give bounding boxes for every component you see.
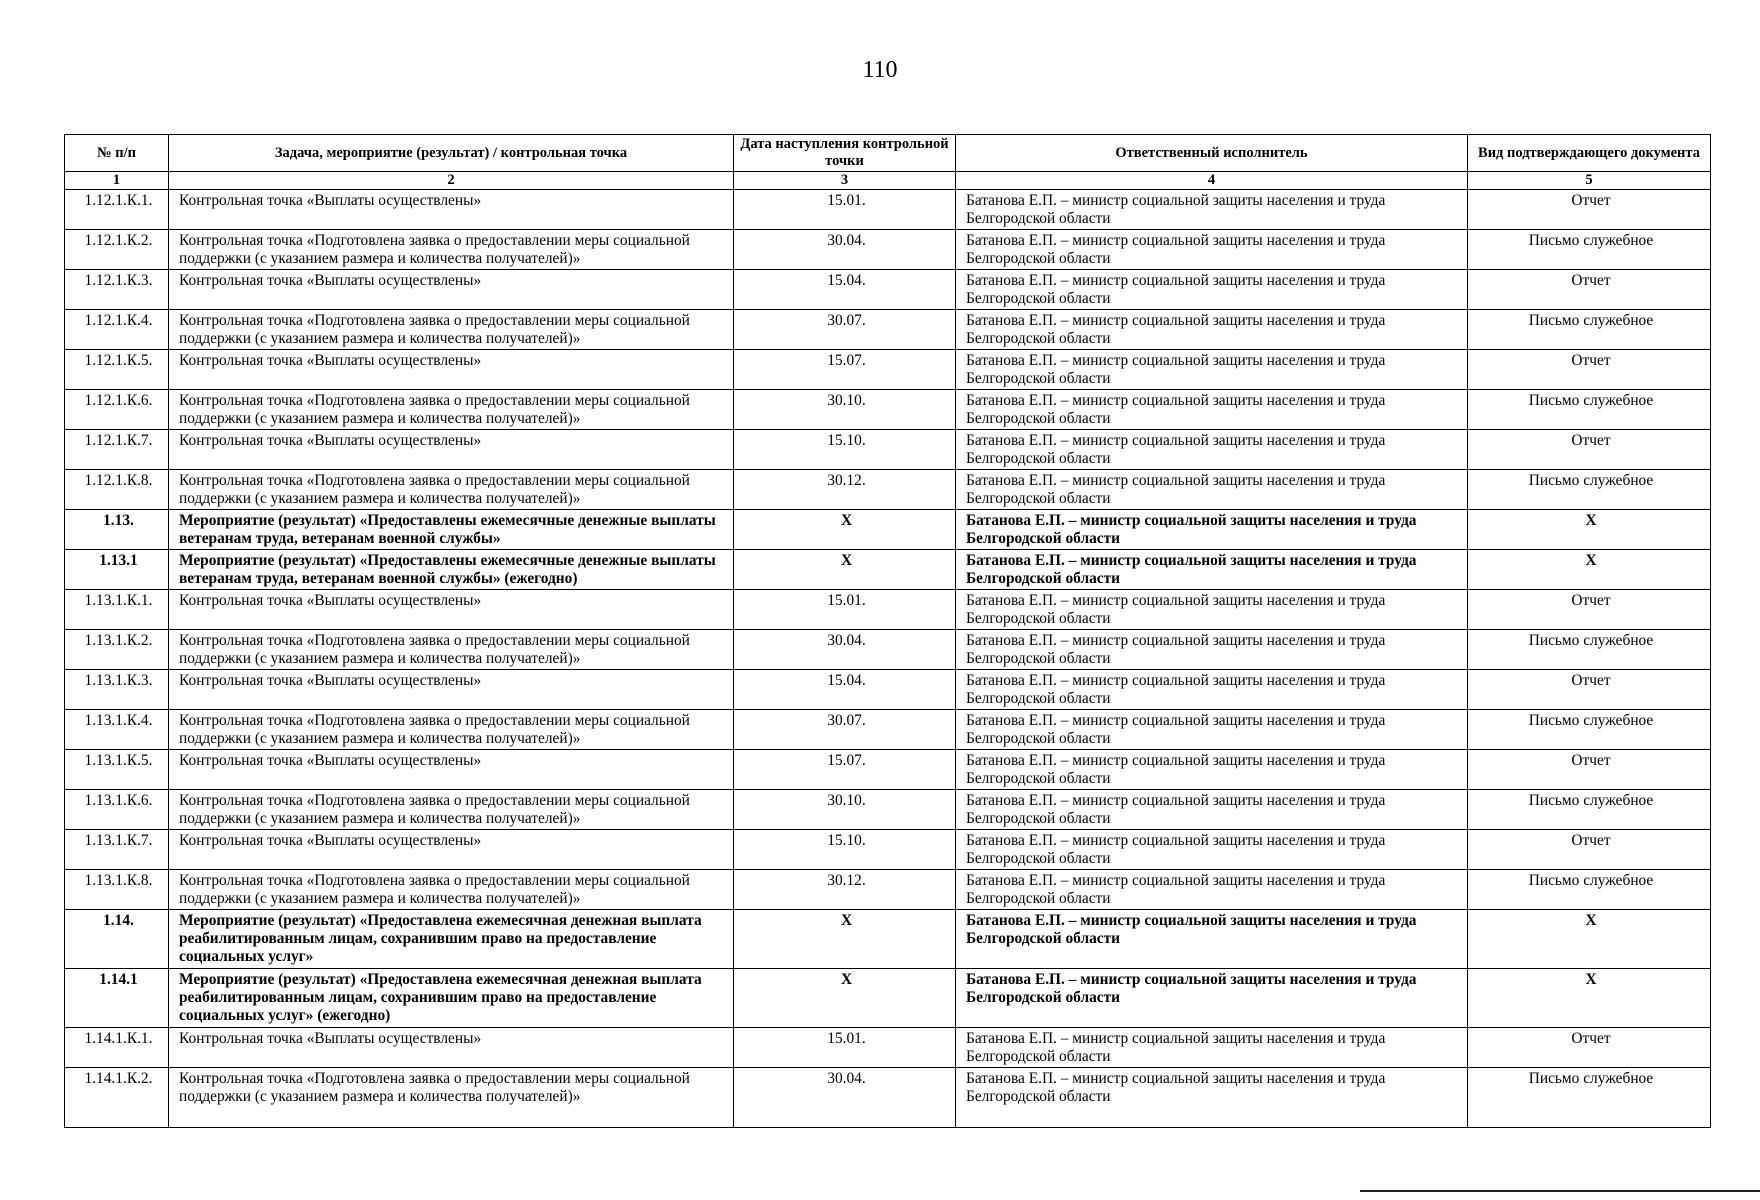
row-document-type: Письмо служебное — [1468, 310, 1711, 350]
row-task: Контрольная точка «Выплаты осуществлены» — [169, 350, 734, 390]
table-header — [65, 135, 1711, 190]
row-date: Х — [734, 910, 956, 969]
row-date: 30.10. — [734, 790, 956, 830]
row-task: Контрольная точка «Выплаты осуществлены» — [169, 270, 734, 310]
row-date: 15.01. — [734, 590, 956, 630]
row-document-type: Х — [1468, 969, 1711, 1028]
row-document-type: Отчет — [1468, 750, 1711, 790]
column-numbers-row — [65, 172, 1711, 190]
row-number: 1.13. — [65, 510, 169, 550]
table-row — [65, 590, 1711, 630]
row-document-type: Письмо служебное — [1468, 710, 1711, 750]
row-document-type: Письмо служебное — [1468, 790, 1711, 830]
row-task: Контрольная точка «Выплаты осуществлены» — [169, 1028, 734, 1068]
table-row — [65, 550, 1711, 590]
row-date: 15.01. — [734, 1028, 956, 1068]
row-task: Мероприятие (результат) «Предоставлена ежемесячная денежная выплата реабилитированным лицам, сохранившим право на предоставление социальных услуг» — [169, 910, 734, 969]
row-date: 30.07. — [734, 310, 956, 350]
table-row — [65, 1068, 1711, 1128]
row-task: Контрольная точка «Подготовлена заявка о предоставлении меры социальной поддержки (с указанием размера и количества получателей)» — [169, 1068, 734, 1128]
row-responsible: Батанова Е.П. – министр социальной защиты населения и труда Белгородской области — [956, 750, 1468, 790]
header-number: № п/п — [65, 135, 169, 172]
row-task: Мероприятие (результат) «Предоставлена ежемесячная денежная выплата реабилитированным лицам, сохранившим право на предоставление социальных услуг» (ежегодно) — [169, 969, 734, 1028]
row-task: Контрольная точка «Выплаты осуществлены» — [169, 750, 734, 790]
row-number: 1.12.1.К.5. — [65, 350, 169, 390]
row-date: Х — [734, 510, 956, 550]
row-document-type: Х — [1468, 510, 1711, 550]
header-responsible: Ответственный исполнитель — [956, 135, 1468, 172]
table-row — [65, 430, 1711, 470]
row-date: 30.04. — [734, 1068, 956, 1128]
row-number: 1.12.1.К.1. — [65, 190, 169, 230]
row-document-type: Отчет — [1468, 350, 1711, 390]
table-row — [65, 310, 1711, 350]
table-row — [65, 510, 1711, 550]
row-task: Контрольная точка «Выплаты осуществлены» — [169, 590, 734, 630]
header-row — [65, 135, 1711, 172]
column-number: 5 — [1468, 172, 1711, 190]
table-row — [65, 870, 1711, 910]
table-row — [65, 470, 1711, 510]
header-task: Задача, мероприятие (результат) / контрольная точка — [169, 135, 734, 172]
row-task: Контрольная точка «Подготовлена заявка о предоставлении меры социальной поддержки (с указанием размера и количества получателей)» — [169, 470, 734, 510]
table-row — [65, 910, 1711, 969]
row-responsible: Батанова Е.П. – министр социальной защиты населения и труда Белгородской области — [956, 430, 1468, 470]
row-responsible: Батанова Е.П. – министр социальной защиты населения и труда Белгородской области — [956, 390, 1468, 430]
row-number: 1.13.1.К.8. — [65, 870, 169, 910]
column-number: 2 — [169, 172, 734, 190]
row-number: 1.14.1 — [65, 969, 169, 1028]
row-number: 1.14.1.К.2. — [65, 1068, 169, 1128]
row-responsible: Батанова Е.П. – министр социальной защиты населения и труда Белгородской области — [956, 1068, 1468, 1128]
table-row — [65, 630, 1711, 670]
row-task: Контрольная точка «Выплаты осуществлены» — [169, 830, 734, 870]
row-responsible: Батанова Е.П. – министр социальной защиты населения и труда Белгородской области — [956, 870, 1468, 910]
table-row — [65, 230, 1711, 270]
row-responsible: Батанова Е.П. – министр социальной защиты населения и труда Белгородской области — [956, 470, 1468, 510]
table-row — [65, 270, 1711, 310]
row-responsible: Батанова Е.П. – министр социальной защиты населения и труда Белгородской области — [956, 550, 1468, 590]
row-responsible: Батанова Е.П. – министр социальной защиты населения и труда Белгородской области — [956, 969, 1468, 1028]
table-row — [65, 830, 1711, 870]
row-number: 1.12.1.К.8. — [65, 470, 169, 510]
row-number: 1.13.1.К.3. — [65, 670, 169, 710]
row-task: Контрольная точка «Подготовлена заявка о предоставлении меры социальной поддержки (с указанием размера и количества получателей)» — [169, 310, 734, 350]
row-number: 1.13.1 — [65, 550, 169, 590]
table-row — [65, 190, 1711, 230]
row-number: 1.12.1.К.3. — [65, 270, 169, 310]
row-document-type: Письмо служебное — [1468, 630, 1711, 670]
table-row — [65, 750, 1711, 790]
row-date: 15.04. — [734, 670, 956, 710]
row-task: Контрольная точка «Подготовлена заявка о предоставлении меры социальной поддержки (с указанием размера и количества получателей)» — [169, 230, 734, 270]
row-responsible: Батанова Е.П. – министр социальной защиты населения и труда Белгородской области — [956, 830, 1468, 870]
row-date: 15.04. — [734, 270, 956, 310]
row-number: 1.13.1.К.5. — [65, 750, 169, 790]
header-document: Вид подтверждающего документа — [1468, 135, 1711, 172]
row-date: 15.01. — [734, 190, 956, 230]
row-document-type: Отчет — [1468, 670, 1711, 710]
row-task: Контрольная точка «Подготовлена заявка о предоставлении меры социальной поддержки (с указанием размера и количества получателей)» — [169, 870, 734, 910]
row-responsible: Батанова Е.П. – министр социальной защиты населения и труда Белгородской области — [956, 1028, 1468, 1068]
column-number: 1 — [65, 172, 169, 190]
row-number: 1.13.1.К.6. — [65, 790, 169, 830]
row-date: 30.12. — [734, 870, 956, 910]
column-number: 3 — [734, 172, 956, 190]
row-number: 1.12.1.К.2. — [65, 230, 169, 270]
table-row — [65, 390, 1711, 430]
header-date: Дата наступления контрольной точки — [734, 135, 956, 172]
row-date: 30.04. — [734, 630, 956, 670]
table-row — [65, 790, 1711, 830]
row-document-type: Отчет — [1468, 590, 1711, 630]
table-row — [65, 710, 1711, 750]
row-number: 1.13.1.К.7. — [65, 830, 169, 870]
row-document-type: Письмо служебное — [1468, 390, 1711, 430]
row-responsible: Батанова Е.П. – министр социальной защиты населения и труда Белгородской области — [956, 310, 1468, 350]
row-document-type: Отчет — [1468, 830, 1711, 870]
row-document-type: Письмо служебное — [1468, 230, 1711, 270]
row-responsible: Батанова Е.П. – министр социальной защиты населения и труда Белгородской области — [956, 270, 1468, 310]
row-responsible: Батанова Е.П. – министр социальной защиты населения и труда Белгородской области — [956, 510, 1468, 550]
row-responsible: Батанова Е.П. – министр социальной защиты населения и труда Белгородской области — [956, 190, 1468, 230]
row-responsible: Батанова Е.П. – министр социальной защиты населения и труда Белгородской области — [956, 230, 1468, 270]
row-number: 1.13.1.К.2. — [65, 630, 169, 670]
row-number: 1.13.1.К.1. — [65, 590, 169, 630]
row-date: Х — [734, 969, 956, 1028]
row-task: Контрольная точка «Выплаты осуществлены» — [169, 670, 734, 710]
row-responsible: Батанова Е.П. – министр социальной защиты населения и труда Белгородской области — [956, 710, 1468, 750]
row-document-type: Отчет — [1468, 270, 1711, 310]
row-number: 1.14.1.К.1. — [65, 1028, 169, 1068]
row-task: Контрольная точка «Подготовлена заявка о предоставлении меры социальной поддержки (с указанием размера и количества получателей)» — [169, 630, 734, 670]
row-task: Мероприятие (результат) «Предоставлены ежемесячные денежные выплаты ветеранам труда, ветеранам военной службы» — [169, 510, 734, 550]
column-number: 4 — [956, 172, 1468, 190]
row-document-type: Письмо служебное — [1468, 1068, 1711, 1128]
row-date: Х — [734, 550, 956, 590]
control-points-table — [64, 134, 1711, 1128]
page-number: 110 — [862, 57, 898, 83]
row-number: 1.12.1.К.4. — [65, 310, 169, 350]
row-task: Мероприятие (результат) «Предоставлены ежемесячные денежные выплаты ветеранам труда, ветеранам военной службы» (ежегодно) — [169, 550, 734, 590]
scan-artifact-line — [1360, 1190, 1760, 1192]
row-number: 1.12.1.К.6. — [65, 390, 169, 430]
row-responsible: Батанова Е.П. – министр социальной защиты населения и труда Белгородской области — [956, 910, 1468, 969]
row-document-type: Х — [1468, 550, 1711, 590]
row-document-type: Отчет — [1468, 1028, 1711, 1068]
table-row — [65, 969, 1711, 1028]
row-date: 15.10. — [734, 830, 956, 870]
row-number: 1.12.1.К.7. — [65, 430, 169, 470]
row-date: 15.10. — [734, 430, 956, 470]
table-body — [65, 190, 1711, 1128]
row-document-type: Письмо служебное — [1468, 470, 1711, 510]
row-document-type: Отчет — [1468, 430, 1711, 470]
row-responsible: Батанова Е.П. – министр социальной защиты населения и труда Белгородской области — [956, 590, 1468, 630]
row-task: Контрольная точка «Подготовлена заявка о предоставлении меры социальной поддержки (с указанием размера и количества получателей)» — [169, 710, 734, 750]
row-responsible: Батанова Е.П. – министр социальной защиты населения и труда Белгородской области — [956, 670, 1468, 710]
row-responsible: Батанова Е.П. – министр социальной защиты населения и труда Белгородской области — [956, 790, 1468, 830]
row-number: 1.13.1.К.4. — [65, 710, 169, 750]
row-task: Контрольная точка «Выплаты осуществлены» — [169, 190, 734, 230]
row-date: 30.04. — [734, 230, 956, 270]
row-document-type: Отчет — [1468, 190, 1711, 230]
row-task: Контрольная точка «Подготовлена заявка о предоставлении меры социальной поддержки (с указанием размера и количества получателей)» — [169, 390, 734, 430]
row-date: 30.10. — [734, 390, 956, 430]
row-date: 15.07. — [734, 750, 956, 790]
table-row — [65, 1028, 1711, 1068]
row-responsible: Батанова Е.П. – министр социальной защиты населения и труда Белгородской области — [956, 350, 1468, 390]
row-document-type: Х — [1468, 910, 1711, 969]
row-responsible: Батанова Е.П. – министр социальной защиты населения и труда Белгородской области — [956, 630, 1468, 670]
row-task: Контрольная точка «Подготовлена заявка о предоставлении меры социальной поддержки (с указанием размера и количества получателей)» — [169, 790, 734, 830]
row-date: 15.07. — [734, 350, 956, 390]
row-date: 30.12. — [734, 470, 956, 510]
table-row — [65, 350, 1711, 390]
row-task: Контрольная точка «Выплаты осуществлены» — [169, 430, 734, 470]
row-document-type: Письмо служебное — [1468, 870, 1711, 910]
table-row — [65, 670, 1711, 710]
row-date: 30.07. — [734, 710, 956, 750]
row-number: 1.14. — [65, 910, 169, 969]
